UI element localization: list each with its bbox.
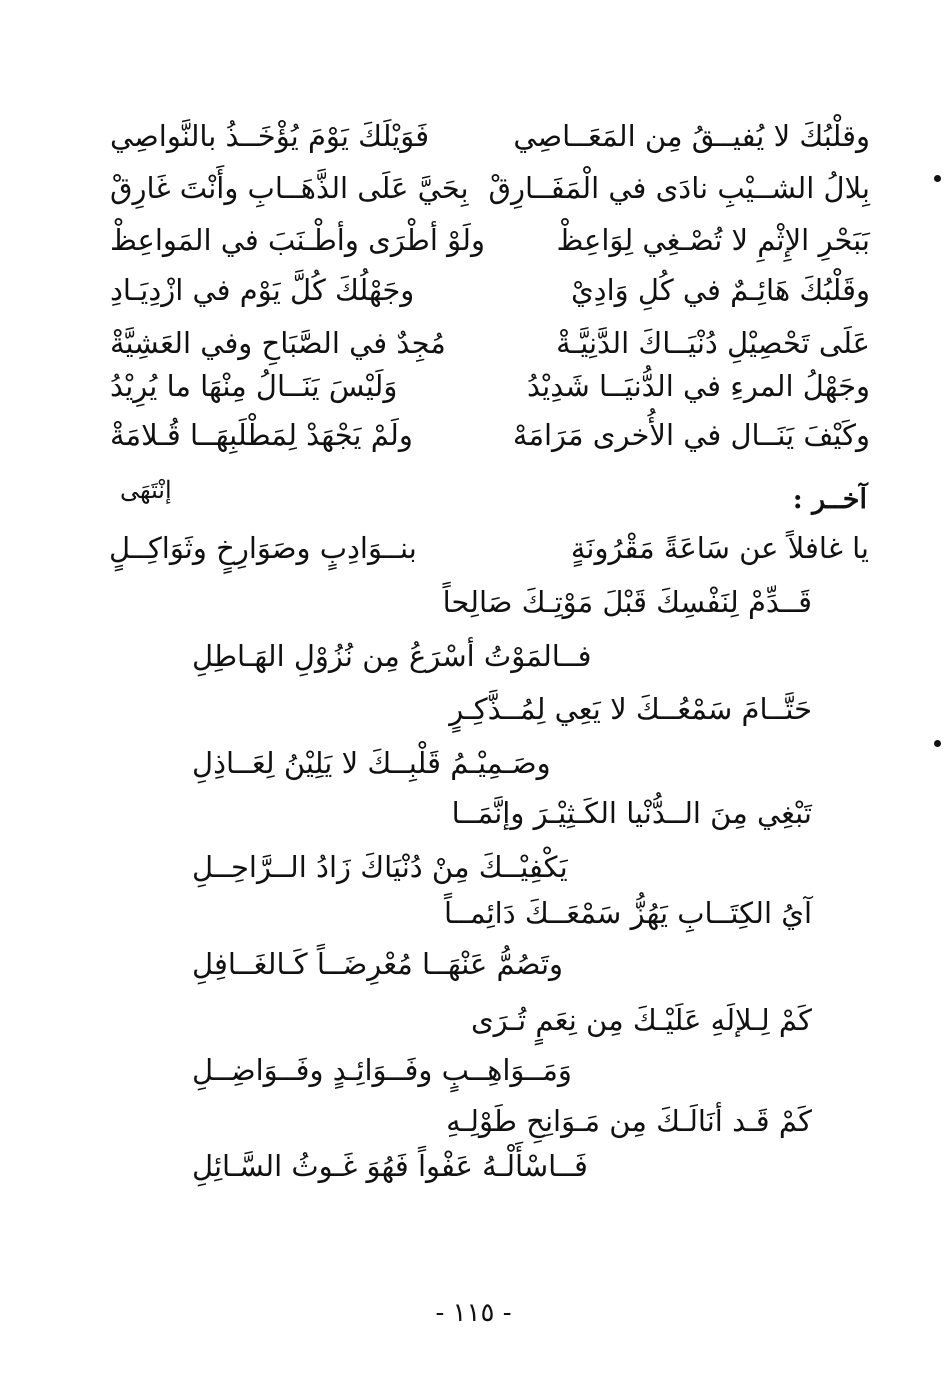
section-label: آخــر : xyxy=(792,484,867,515)
verse-first-hemistich: وقلْبُكَ لا يُفيــقُ مِن المَعَــاصِي xyxy=(513,119,870,153)
verse-first-hemistich: وكَيْفَ يَنَــال في الأُخرى مَرَامَهْ xyxy=(512,418,870,452)
verse-row xyxy=(110,407,870,463)
poem-line: وصَـمِيْـمُ قَلْبِــكَ لا يَلِيْنُ لِعَــاذِلِ xyxy=(192,746,551,780)
verse-second-hemistich: وَلَيْسَ يَنَــالُ مِنْهَا ما يُرِيْدُ xyxy=(110,369,398,403)
scan-mark-dot xyxy=(934,740,941,747)
scan-mark-dot xyxy=(934,175,941,182)
page-number: - ١١٥ - xyxy=(435,1298,512,1328)
verse-second-hemistich: وجَهْلُكَ كُلَّ يَوْم في ازْدِيَـادِ xyxy=(110,273,415,307)
verse-row xyxy=(110,262,870,318)
verse-second-hemistich: ولَوْ أطْرَى وأطْـنَبَ في المَواعِظْ xyxy=(110,223,485,257)
verse-second-hemistich: ولَمْ يَجْهَدْ لِمَطْلَبِهَــا قُـلامَةْ xyxy=(110,418,413,452)
verse-second-hemistich: بِحَيَّ عَلَى الذَّهَــابِ وأَنْتَ غَارِقْ xyxy=(110,171,469,205)
poem-line: فَــاسْأَلْـهُ عَفْواً فَهُوَ غَـوثُ السَّـائِلِ xyxy=(192,1149,588,1183)
poem-line: قَــدِّمْ لِنَفْسِكَ قَبْلَ مَوْتِـكَ صَالِحاً xyxy=(442,585,812,619)
verse-first-hemistich: وجَهْلُ المرءِ في الدُّنيَــا شَدِيْدُ xyxy=(526,369,870,403)
poem-line: حَتَّــامَ سَمْعُــكَ لا يَعِي لِمُــذَّكِـرٍ xyxy=(449,692,812,726)
poem-line: تَبْغِي مِنَ الــدُّنْيا الكَـثِيْـرَ وإنَّمَــا xyxy=(451,796,812,830)
verse-row xyxy=(110,212,870,268)
verse-second-hemistich: مُجِدٌ في الصَّبَاحِ وفي العَشِيَّةْ xyxy=(110,326,446,360)
end-marker: إنْتَهَى xyxy=(120,476,172,504)
opening-right-part: يا غافلاً عن سَاعَةً مَقْرُونَةٍ xyxy=(570,531,869,565)
verse-row xyxy=(110,358,870,414)
poem-line: وتَصُمُّ عَنْهَــا مُعْرِضَــاً كَـالغَــافِلِ xyxy=(192,947,564,981)
poem-line: آيُ الكِتَــابِ يَهُزُّ سَمْعَــكَ دَائِمــاً xyxy=(444,896,812,930)
poem-line: كَمْ قَـد أنَالَـكَ مِن مَـوَانِحِ طَوْلِـهِ xyxy=(446,1104,812,1138)
verse-row xyxy=(110,160,870,216)
verse-first-hemistich: بَبَحْرِ الإِثْمِ لا تُصْـغِي لِوَاعِظْ xyxy=(556,223,870,257)
poem-line: يَكْفِيْــكَ مِنْ دُنْيَاكَ زَادُ الــرَّاحِــلِ xyxy=(192,850,568,884)
opening-left-part: بنــوَادِبٍ وصَوَارِخٍ وثَوَاكِــلٍ xyxy=(109,531,417,565)
poem-line: وَمَــوَاهِــبٍ وفَــوَائِـدٍ وفَــوَاضِــلِ xyxy=(192,1053,572,1087)
poem-line: فــالمَوْتُ أسْرَعُ مِن نُزُوْلِ الهَـاطِلِ xyxy=(192,639,592,673)
poem-line: كَمْ لِـلإلَهِ عَلَيْـكَ مِن نِعَمٍ تُـرَى xyxy=(470,1003,812,1037)
verse-first-hemistich: عَلَى تَحْصِيْلِ دُنْيَــاكَ الدَّنِيَّـةْ xyxy=(556,326,870,360)
verse-first-hemistich: وقَلْبُكَ هَائِـمٌ في كُلِ وَادِيْ xyxy=(570,273,870,307)
verse-row xyxy=(110,108,870,164)
verse-second-hemistich: فَوَيْلَكَ يَوْمَ يُؤْخَــذُ بالنَّواصِي xyxy=(110,119,430,153)
verse-first-hemistich: بِلالُ الشــيْبِ نادَى في الْمَفَــارِقْ xyxy=(488,171,870,205)
